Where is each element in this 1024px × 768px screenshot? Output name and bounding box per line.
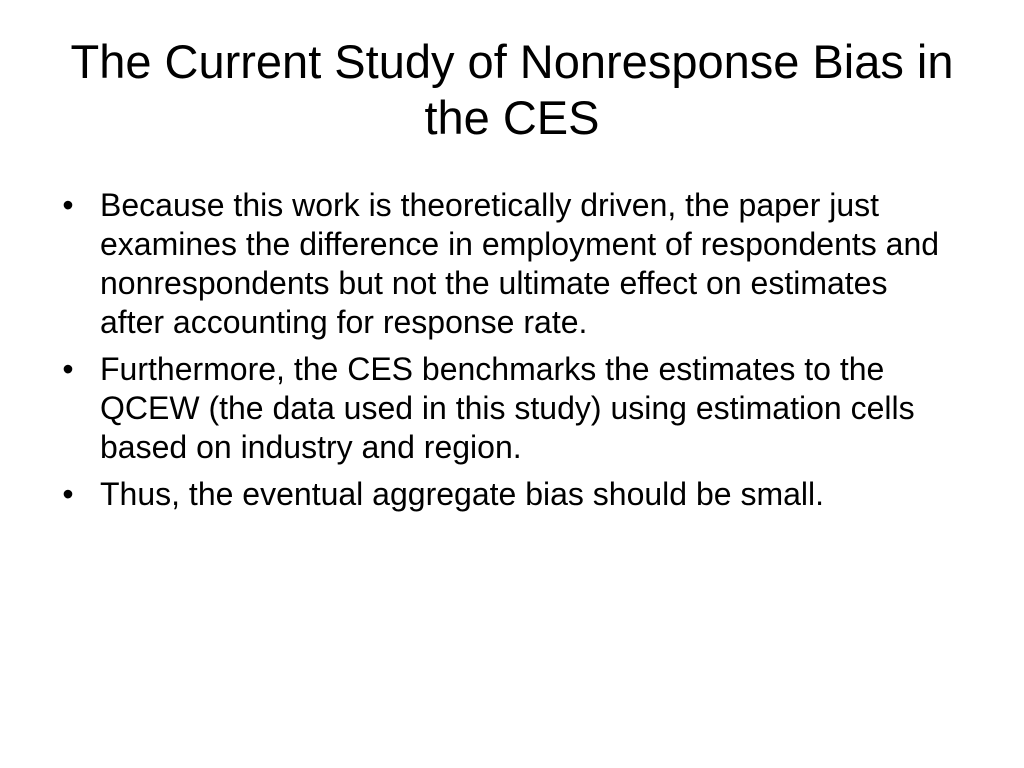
slide-title: The Current Study of Nonresponse Bias in the CES	[70, 35, 954, 144]
bullet-dot-icon: •	[62, 476, 74, 512]
bullet-text: Because this work is theoretically driven, the paper just examines the difference in employment of respondents and nonrespondents but not the ultimate effect on estimates after accounting for response rate.	[100, 187, 940, 340]
bullet-dot-icon: •	[62, 351, 74, 387]
bullet-text: Furthermore, the CES benchmarks the estimates to the QCEW (the data used in this study) using estimation cells based on industry and region.	[100, 351, 915, 465]
bullet-item	[58, 350, 958, 467]
bullet-text: Thus, the eventual aggregate bias should be small.	[100, 476, 825, 512]
bullet-item	[58, 186, 958, 342]
bullet-item	[58, 475, 958, 514]
bullet-list	[58, 186, 958, 522]
bullet-dot-icon: •	[62, 187, 74, 223]
